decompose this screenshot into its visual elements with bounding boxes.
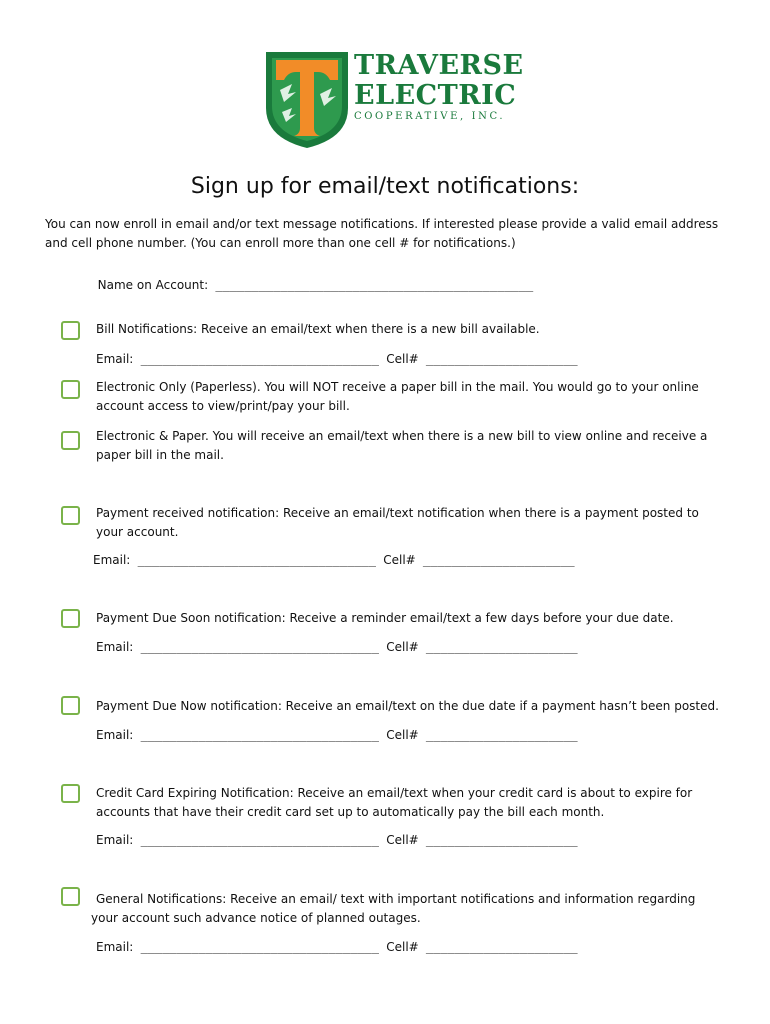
company-logo	[262, 50, 524, 150]
page-title: Sign up for email/text notifications:	[190, 174, 580, 199]
logo-text-cooperative: COOPERATIVE, INC.	[354, 111, 506, 122]
electronic-only-checkbox[interactable]	[61, 380, 80, 399]
payment-due-soon-label: Payment Due Soon notification: Receive a reminder email/text a few days before your due date.	[96, 611, 674, 625]
electronic-paper-label: Electronic & Paper. You will receive an email/text when there is a new bill to view online and receive a paper bill in the mail.	[96, 429, 708, 462]
general-notifications-label: General Notifications: Receive an email/ text with important notifications and information regarding your account such advance notice of planned outages.	[91, 892, 696, 925]
intro-text: You can now enroll in email and/or text message notifications. If interested please provide a valid email address and cell phone number. (You can enroll more than one cell # for notifications.)	[45, 217, 719, 250]
bill-email-cell-field[interactable]: Email: _________________________________ Cell# _____________________	[96, 352, 578, 366]
email-label: Email:	[96, 352, 134, 366]
payment-due-now-checkbox[interactable]	[61, 696, 80, 715]
general-email-cell-field[interactable]: Email: _________________________________ Cell# _____________________	[96, 940, 578, 954]
logo-shield-icon	[262, 50, 352, 150]
cell-label: Cell#	[386, 940, 419, 954]
email-label: Email:	[96, 940, 134, 954]
cell-label: Cell#	[386, 728, 419, 742]
cell-label: Cell#	[386, 640, 419, 654]
payment-received-email-cell-field[interactable]: Email: _________________________________ Cell# _____________________	[93, 553, 575, 567]
email-label: Email:	[96, 640, 134, 654]
email-label: Email:	[96, 728, 134, 742]
payment-due-soon-email-cell-field[interactable]: Email: _________________________________ Cell# _____________________	[96, 640, 578, 654]
logo-text-traverse: TRAVERSE	[354, 50, 524, 81]
credit-card-expiring-label: Credit Card Expiring Notification: Receive an email/text when your credit card is about to expire for accounts that have their credit card set up to automatically pay the bill each month.	[96, 786, 693, 819]
credit-card-expiring-checkbox[interactable]	[61, 784, 80, 803]
bill-notifications-label: Bill Notifications: Receive an email/text when there is a new bill available.	[96, 322, 540, 336]
bill-notifications-checkbox[interactable]	[61, 321, 80, 340]
email-label: Email:	[93, 553, 131, 567]
payment-received-checkbox[interactable]	[61, 506, 80, 525]
payment-due-now-label: Payment Due Now notification: Receive an email/text on the due date if a payment hasn’t been posted.	[96, 699, 719, 713]
cell-label: Cell#	[386, 833, 419, 847]
electronic-only-label: Electronic Only (Paperless). You will NOT receive a paper bill in the mail. You would go to your online account access to view/print/pay your bill.	[96, 380, 699, 413]
payment-due-now-email-cell-field[interactable]: Email: _________________________________ Cell# _____________________	[96, 728, 578, 742]
electronic-paper-checkbox[interactable]	[61, 431, 80, 450]
payment-received-label: Payment received notification: Receive an email/text notification when there is a payment posted to your account.	[96, 506, 699, 539]
email-label: Email:	[96, 833, 134, 847]
cell-label: Cell#	[386, 352, 419, 366]
name-on-account-label: Name on Account:	[97, 278, 209, 292]
payment-due-soon-checkbox[interactable]	[61, 609, 80, 628]
credit-card-email-cell-field[interactable]: Email: _________________________________ Cell# _____________________	[96, 833, 578, 847]
cell-label: Cell#	[383, 553, 416, 567]
logo-text-electric: ELECTRIC	[354, 80, 517, 111]
general-notifications-checkbox[interactable]	[61, 887, 80, 906]
name-on-account-field[interactable]: Name on Account: ____________________________________________	[97, 278, 534, 292]
